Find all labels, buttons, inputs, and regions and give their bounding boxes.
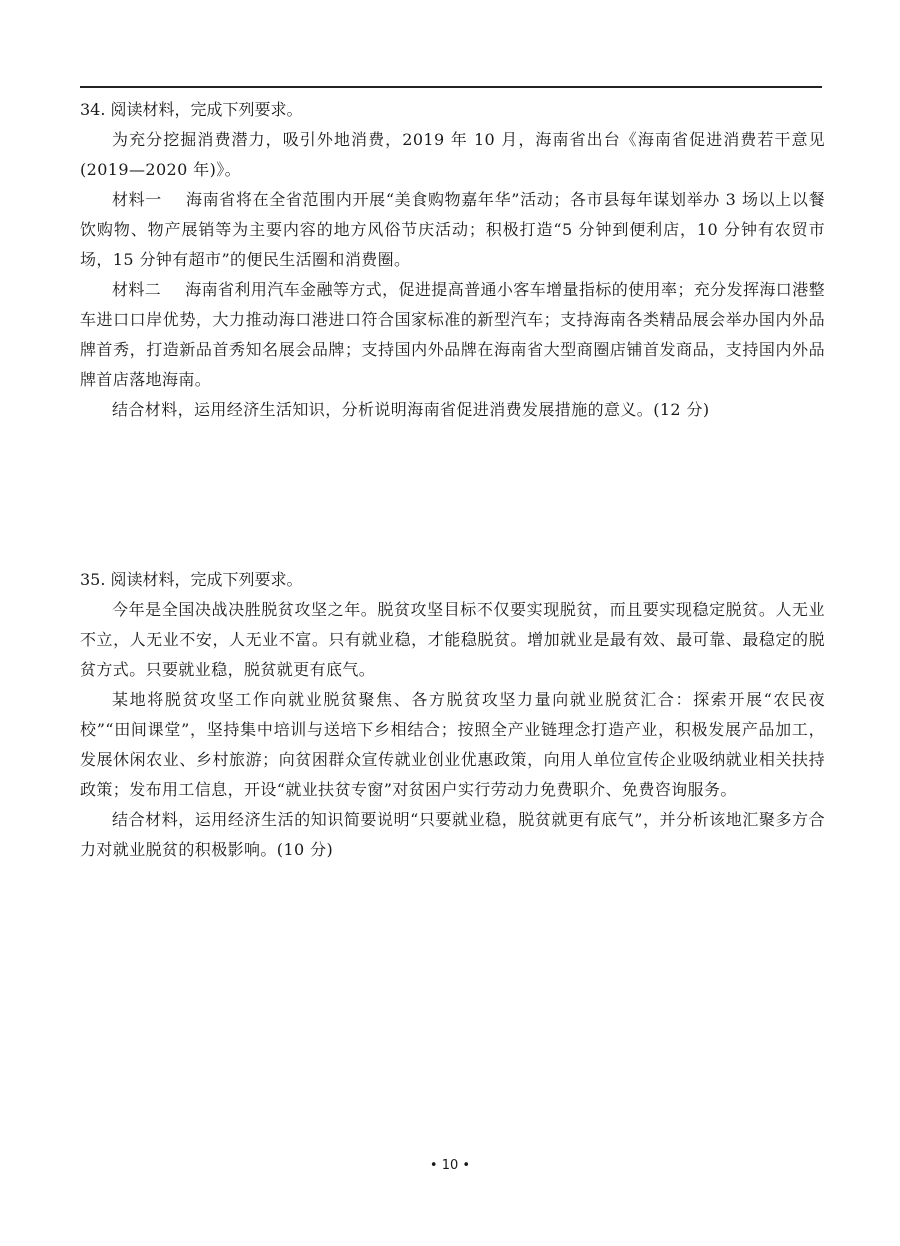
question-35 [80,565,825,865]
question-34-heading: 34. 阅读材料，完成下列要求。 [80,100,303,119]
question-35-heading: 35. 阅读材料，完成下列要求。 [80,570,303,589]
question-35-requirement: 结合材料，运用经济生活的知识简要说明“只要就业稳，脱贫就更有底气”，并分析该地汇聚多方合力对就业脱贫的积极影响。(10 分) [80,810,825,859]
question-34-material-1 [80,185,825,275]
question-34-intro: 为充分挖掘消费潜力，吸引外地消费，2019 年 10 月，海南省出台《海南省促进消费若干意见(2019—2020 年)》。 [80,130,825,179]
question-35-paragraph-1: 今年是全国决战决胜脱贫攻坚之年。脱贫攻坚目标不仅要实现脱贫，而且要实现稳定脱贫。人无业不立，人无业不安，人无业不富。只有就业稳，才能稳脱贫。增加就业是最有效、最可靠、最稳定的脱贫方式。只要就业稳，脱贫就更有底气。 [80,600,825,679]
material-1-text: 海南省将在全省范围内开展“美食购物嘉年华”活动；各市县每年谋划举办 3 场以上以餐饮购物、物产展销等为主要内容的地方风俗节庆活动；积极打造“5 分钟到便利店，10 分钟有农贸市场，15 分钟有超市”的便民生活圈和消费圈。 [80,190,825,269]
question-35-paragraph-2: 某地将脱贫攻坚工作向就业脱贫聚焦、各方脱贫攻坚力量向就业脱贫汇合：探索开展“农民夜校”“田间课堂”，坚持集中培训与送培下乡相结合；按照全产业链理念打造产业，积极发展产品加工，发展休闲农业、乡村旅游；向贫困群众宣传就业创业优惠政策，向用人单位宣传企业吸纳就业相关扶持政策；发布用工信息，开设“就业扶贫专窗”对贫困户实行劳动力免费职介、免费咨询服务。 [80,690,825,799]
page-number: • 10 • [429,1158,471,1173]
top-divider [80,86,822,88]
material-2-label: 材料二 [112,280,162,299]
question-34-material-2 [80,275,825,395]
material-2-text: 海南省利用汽车金融等方式，促进提高普通小客车增量指标的使用率；充分发挥海口港整车进口口岸优势，大力推动海口港进口符合国家标准的新型汽车；支持海南各类精品展会举办国内外品牌首秀，打造新品首秀知名展会品牌；支持国内外品牌在海南省大型商圈店铺首发商品，支持国内外品牌首店落地海南。 [80,280,825,389]
question-34 [80,95,825,425]
material-1-label: 材料一 [112,190,162,209]
question-34-requirement: 结合材料，运用经济生活知识，分析说明海南省促进消费发展措施的意义。(12 分) [112,400,710,419]
